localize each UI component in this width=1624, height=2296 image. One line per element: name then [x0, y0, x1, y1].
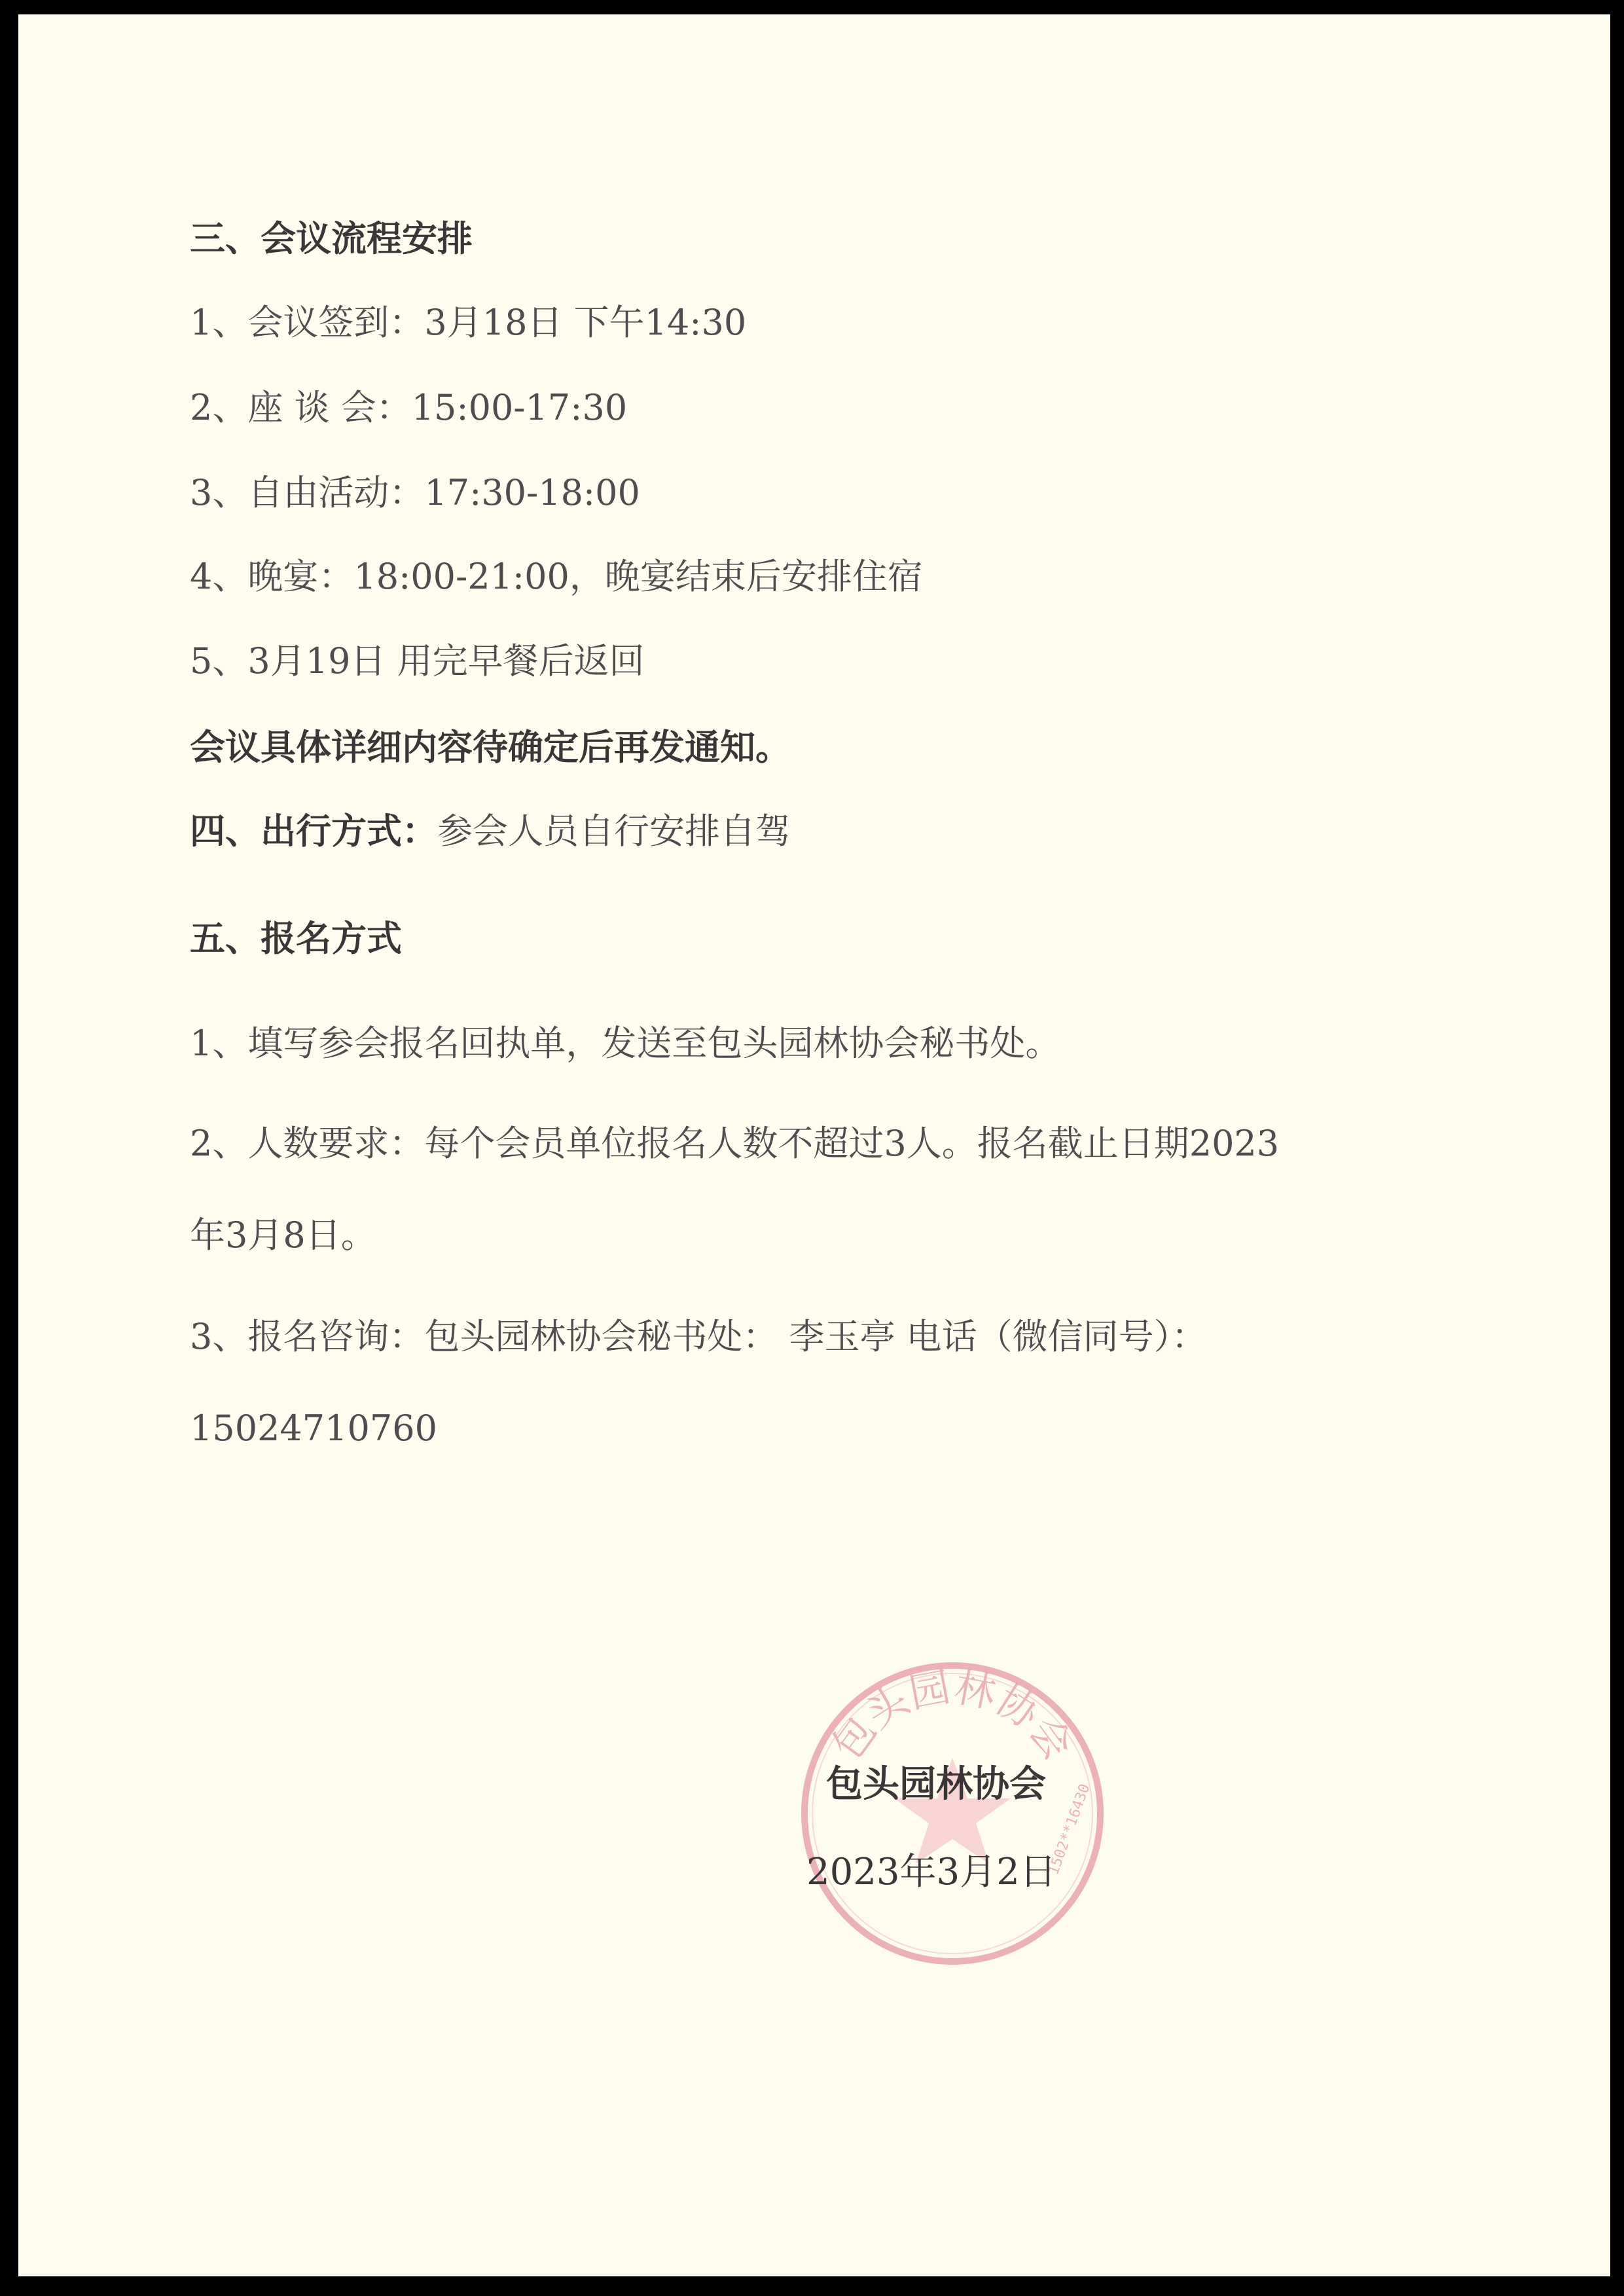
registration-item-1: 1、填写参会报名回执单，发送至包头园林协会秘书处。 [190, 1023, 1061, 1064]
schedule-item-5: 5、3月19日 用完早餐后返回 [190, 640, 645, 682]
section-3-title: 三、会议流程安排 [190, 218, 473, 259]
schedule-item-2: 2、座 谈 会：15:00-17:30 [190, 387, 628, 428]
registration-item-3-line-1: 3、报名咨询：包头园林协会秘书处： 李玉亭 电话（微信同号）： [190, 1316, 1207, 1357]
svg-text:包头园林协会: 包头园林协会 [822, 1662, 1083, 1769]
registration-item-3-line-2: 15024710760 [190, 1408, 437, 1449]
official-seal-stamp [799, 1660, 1106, 1967]
travel-label: 四、出行方式： [190, 811, 437, 852]
signature-date: 2023年3月2日 [806, 1851, 1056, 1893]
travel-value: 参会人员自行安排自驾 [437, 811, 791, 852]
registration-item-2-line-1: 2、人数要求：每个会员单位报名人数不超过3人。报名截止日期2023 [190, 1123, 1280, 1164]
schedule-item-3: 3、自由活动：17:30-18:00 [190, 472, 640, 513]
travel-line [190, 811, 791, 852]
schedule-item-1: 1、会议签到：3月18日 下午14:30 [190, 302, 747, 343]
section-5-title: 五、报名方式 [190, 918, 402, 959]
registration-item-2-line-2: 年3月8日。 [190, 1214, 376, 1256]
svg-text:1502**16430: 1502**16430 [1045, 1781, 1094, 1878]
signature-organization: 包头园林协会 [826, 1763, 1046, 1806]
meeting-note: 会议具体详细内容待确定后再发通知。 [190, 727, 791, 768]
schedule-item-4: 4、晚宴：18:00-21:00，晚宴结束后安排住宿 [190, 556, 923, 597]
